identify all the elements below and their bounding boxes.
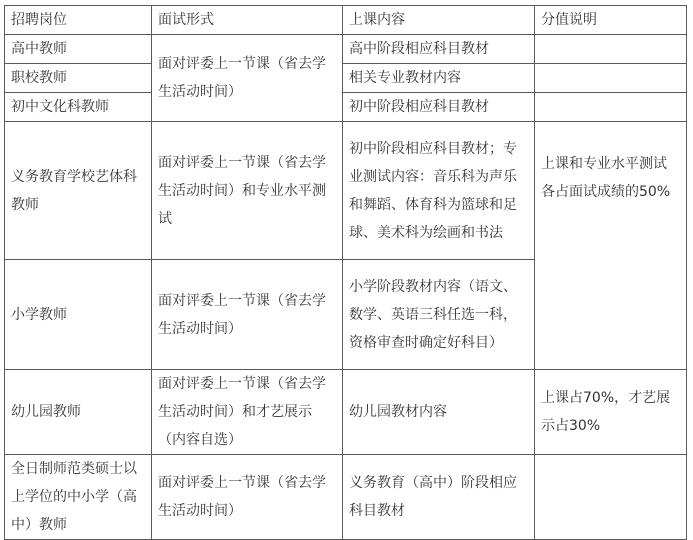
position-cell: 义务教育学校艺体科教师 xyxy=(5,122,152,260)
content-cell: 相关专业教材内容 xyxy=(343,64,535,93)
position-cell: 初中文化科教师 xyxy=(5,93,152,122)
form-cell: 面对评委上一节课（省去学生活动时间） xyxy=(152,260,343,370)
score-cell: 上课占70%，才艺展示占30% xyxy=(535,370,687,455)
score-cell-empty xyxy=(535,93,687,122)
form-cell-merged: 面对评委上一节课（省去学生活动时间） xyxy=(152,35,343,122)
header-score: 分值说明 xyxy=(535,6,687,35)
position-cell: 高中教师 xyxy=(5,35,152,64)
header-content: 上课内容 xyxy=(343,6,535,35)
content-cell: 高中阶段相应科目教材 xyxy=(343,35,535,64)
form-cell: 面对评委上一节课（省去学生活动时间）和才艺展示（内容自选） xyxy=(152,370,343,455)
table-header-row xyxy=(5,6,687,35)
table-row xyxy=(5,122,687,260)
recruitment-interview-table xyxy=(4,5,687,540)
position-cell: 全日制师范类硕士以上学位的中小学（高中）教师 xyxy=(5,455,152,540)
score-cell-empty xyxy=(535,64,687,93)
form-cell: 面对评委上一节课（省去学生活动时间）和专业水平测试 xyxy=(152,122,343,260)
header-position: 招聘岗位 xyxy=(5,6,152,35)
score-cell-empty xyxy=(535,35,687,64)
score-cell-merged: 上课和专业水平测试各占面试成绩的50% xyxy=(535,122,687,370)
form-cell: 面对评委上一节课（省去学生活动时间） xyxy=(152,455,343,540)
content-cell: 小学阶段教材内容（语文、数学、英语三科任选一科，资格审查时确定好科目） xyxy=(343,260,535,370)
table-row xyxy=(5,93,687,122)
position-cell: 小学教师 xyxy=(5,260,152,370)
content-cell: 初中阶段相应科目教材 xyxy=(343,93,535,122)
score-cell-empty xyxy=(535,455,687,540)
position-cell: 职校教师 xyxy=(5,64,152,93)
content-cell: 初中阶段相应科目教材；专业测试内容：音乐科为声乐和舞蹈、体育科为篮球和足球、美术科为绘画和书法 xyxy=(343,122,535,260)
table-row xyxy=(5,35,687,64)
content-cell: 义务教育（高中）阶段相应科目教材 xyxy=(343,455,535,540)
position-cell: 幼儿园教师 xyxy=(5,370,152,455)
table-row xyxy=(5,370,687,455)
table-row xyxy=(5,64,687,93)
table-row xyxy=(5,455,687,540)
content-cell: 幼儿园教材内容 xyxy=(343,370,535,455)
header-form: 面试形式 xyxy=(152,6,343,35)
